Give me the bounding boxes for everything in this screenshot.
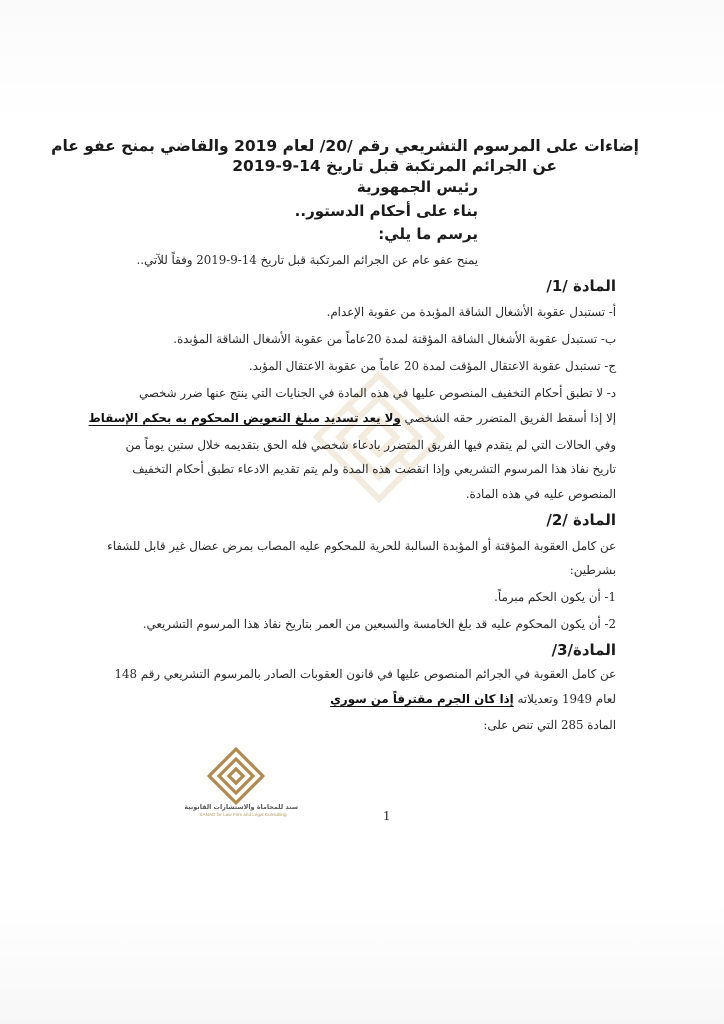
article-1-d-plain-text: إلا إذا أسقط الفريق المتضرر حقه الشخصي xyxy=(404,411,616,425)
article-3-emphasis-text: إذا كان الجرم مقترفاً من سوري xyxy=(330,692,514,706)
article-3-line-3: المادة 285 التي تنص على: xyxy=(483,718,616,732)
article-1-item-a: أ- تستبدل عقوبة الأشغال الشاقة المؤبدة من عقوبة الإعدام. xyxy=(326,305,616,319)
article-2-line-2: بشرطين: xyxy=(569,563,616,577)
constitution-heading: بناء على أحكام الدستور.. xyxy=(294,202,478,220)
article-1-item-d-line-2 xyxy=(56,411,616,425)
article-1-item-d-line-4: تاريخ نفاذ هذا المرسوم التشريعي وإذا انقضت هذه المدة ولم يتم تقديم الادعاء تطبق أحكام التخفيف xyxy=(132,462,616,476)
article-3-line-1: عن كامل العقوبة في الجرائم المنصوص عليها في قانون العقوبات الصادر بالمرسوم التشريعي رقم 148 xyxy=(114,667,616,681)
intro-paragraph: يمنح عفو عام عن الجرائم المرتكبة قبل تاريخ 14-9-2019 وفقاً للآتي.. xyxy=(136,253,478,267)
article-3-heading: المادة/3/ xyxy=(551,641,616,659)
article-3-line-2 xyxy=(56,692,616,706)
president-heading: رئيس الجمهورية xyxy=(356,178,478,196)
article-2-heading: المادة /2/ xyxy=(546,511,616,529)
article-3-plain-text: لعام 1949 وتعديلاته xyxy=(517,692,616,706)
firm-logo-arabic-name: سند للمحاماة والاستشارات القانونية xyxy=(184,803,298,811)
page-number: 1 xyxy=(383,809,390,824)
article-1-item-c: ج- تستبدل عقوبة الاعتقال المؤقت لمدة 20 عاماً من عقوبة الاعتقال المؤبد. xyxy=(248,359,616,373)
article-2-condition-1: 1- أن يكون الحكم مبرماً. xyxy=(494,590,616,604)
article-1-item-d-line-3: وفي الحالات التي لم يتقدم فيها الفريق المتضرر بادعاء شخصي فله الحق بتقديمه خلال ستين يوماً من xyxy=(125,438,616,452)
article-1-d-emphasis-text: ولا يعد تسديد مبلغ التعويض المحكوم به بحكم الإسقاط xyxy=(88,411,401,425)
article-2-condition-2: 2- أن يكون المحكوم عليه قد بلغ الخامسة والسبعين من العمر بتاريخ نفاذ هذا المرسوم التشريعي. xyxy=(142,617,616,631)
article-1-item-b: ب- تستبدل عقوبة الأشغال الشاقة المؤقتة لمدة 20عاماً من عقوبة الأشغال الشاقة المؤبدة. xyxy=(173,332,616,346)
article-1-heading: المادة /1/ xyxy=(546,277,616,295)
decrees-heading: يرسم ما يلي: xyxy=(378,225,478,243)
article-1-item-d-line-1: د- لا تطبق أحكام التخفيف المنصوص عليها في هذه المادة في الجنايات التي ينتج عنها ضرر شخصي xyxy=(138,386,616,400)
document-title-line-1: إضاءات على المرسوم التشريعي رقم /20/ لعام 2019 والقاضي بمنح عفو عام xyxy=(51,137,639,155)
document-title-line-2: عن الجرائم المرتكبة قبل تاريخ 14-9-2019 xyxy=(232,157,557,175)
firm-logo-english-name: SANAD for Law Firm and Legal Consulting xyxy=(199,812,287,817)
article-1-item-d-line-5: المنصوص عليه في هذه المادة. xyxy=(465,487,616,501)
article-2-line-1: عن كامل العقوبة المؤقتة أو المؤبدة السالبة للحرية للمحكوم عليه المصاب بمرض عضال غير قابل للشفاء xyxy=(107,539,616,553)
